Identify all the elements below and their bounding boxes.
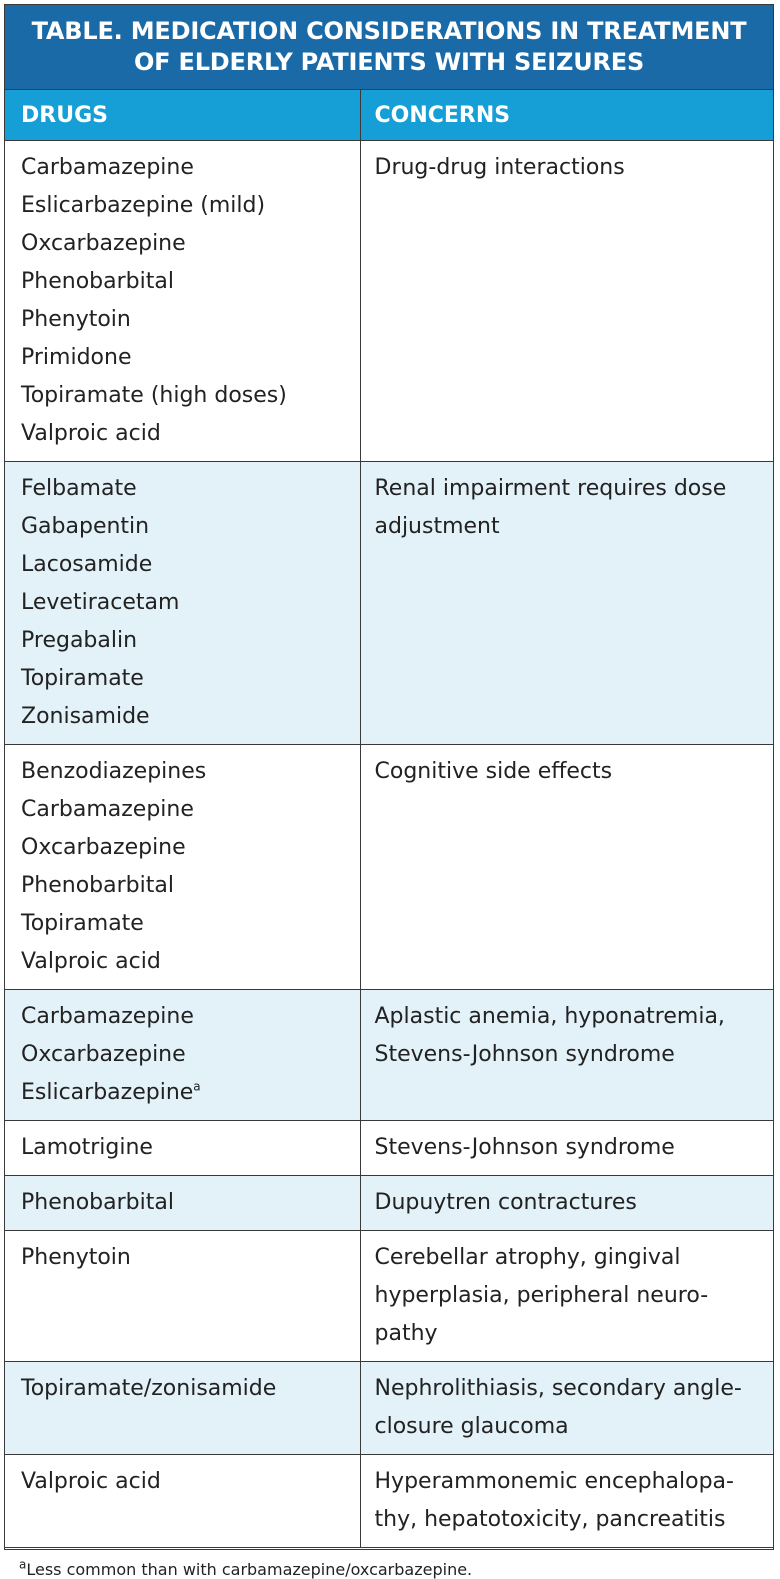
- table-body: [5, 141, 773, 1548]
- drug-name: Topiramate/zonisamide: [21, 1376, 277, 1401]
- medication-table-figure: [4, 4, 774, 1579]
- drug-name: Zonisamide: [21, 704, 150, 729]
- concern-text: Cognitive side effects: [374, 759, 613, 784]
- concern-text: Drug-drug interactions: [374, 155, 625, 180]
- concern-text: Aplastic anemia, hyponatremia, Stevens-Johnson syndrome: [374, 1004, 725, 1067]
- concern-text: Dupuytren contractures: [374, 1190, 637, 1215]
- drug-name: Carbamazepine: [21, 1004, 194, 1029]
- table-title-line-1: TABLE. MEDICATION CONSIDERATIONS IN TREATMENT: [31, 17, 747, 45]
- concerns-cell: [360, 1455, 773, 1548]
- header-row: [5, 90, 773, 141]
- table-row: [5, 745, 773, 990]
- drug-name: Phenobarbital: [21, 1190, 174, 1215]
- concerns-cell: [360, 1362, 773, 1455]
- drug-name: Phenobarbital: [21, 873, 174, 898]
- drug-name: Phenytoin: [21, 307, 131, 332]
- drugs-cell: [5, 462, 360, 745]
- concerns-cell: [360, 141, 773, 462]
- table-row: [5, 1362, 773, 1455]
- drug-name: Lacosamide: [21, 552, 153, 577]
- header-drugs: DRUGS: [5, 90, 360, 141]
- table-title: [5, 5, 773, 90]
- concerns-cell: [360, 1231, 773, 1362]
- drug-name: Valproic acid: [21, 1469, 161, 1494]
- drug-name: Primidone: [21, 345, 132, 370]
- drug-name: Oxcarbazepine: [21, 1042, 186, 1067]
- table-row: [5, 141, 773, 462]
- medication-table: [5, 90, 773, 1548]
- concerns-cell: [360, 462, 773, 745]
- drug-name: Topiramate: [21, 666, 144, 691]
- footnote-marker: a: [19, 1557, 27, 1572]
- drug-name: Phenobarbital: [21, 269, 174, 294]
- drug-name: Valproic acid: [21, 949, 161, 974]
- table-row: [5, 1121, 773, 1176]
- table-row: [5, 1176, 773, 1231]
- table-row: [5, 462, 773, 745]
- drug-name: Pregabalin: [21, 628, 138, 653]
- drug-name: Topiramate (high doses): [21, 383, 287, 408]
- drugs-cell: [5, 1121, 360, 1176]
- drugs-cell: [5, 141, 360, 462]
- drug-name: Levetiracetam: [21, 590, 180, 615]
- drugs-cell: [5, 1455, 360, 1548]
- drug-name-with-footnote: [21, 1074, 352, 1112]
- drug-name: Gabapentin: [21, 514, 150, 539]
- table-row: [5, 990, 773, 1121]
- concern-text: Hyperammonemic encephalopa-thy, hepatotoxicity, pancreatitis: [374, 1469, 734, 1532]
- drug-name: Oxcarbazepine: [21, 231, 186, 256]
- footnote-marker: a: [193, 1079, 201, 1094]
- concern-text: Nephrolithiasis, secondary angle-closure glaucoma: [374, 1376, 742, 1439]
- concerns-cell: [360, 990, 773, 1121]
- drug-name: Oxcarbazepine: [21, 835, 186, 860]
- concerns-cell: [360, 1176, 773, 1231]
- concern-text: Cerebellar atrophy, gingival hyperplasia, peripheral neuro-pathy: [374, 1245, 709, 1346]
- drug-name: Carbamazepine: [21, 155, 194, 180]
- table-footnote: [5, 1548, 773, 1579]
- concerns-cell: [360, 1121, 773, 1176]
- drug-name: Benzodiazepines: [21, 759, 207, 784]
- drugs-cell: [5, 1231, 360, 1362]
- drug-name: Carbamazepine: [21, 797, 194, 822]
- concern-text: Renal impairment requires dose adjustment: [374, 476, 727, 539]
- table-title-line-2: OF ELDERLY PATIENTS WITH SEIZURES: [133, 48, 645, 76]
- drug-name: Phenytoin: [21, 1245, 131, 1270]
- concern-text: Stevens-Johnson syndrome: [374, 1135, 675, 1160]
- drugs-cell: [5, 1176, 360, 1231]
- concerns-cell: [360, 745, 773, 990]
- drug-name: Felbamate: [21, 476, 137, 501]
- table-row: [5, 1231, 773, 1362]
- drug-name: Eslicarbazepine: [21, 1080, 194, 1105]
- drug-name: Topiramate: [21, 911, 144, 936]
- drugs-cell: [5, 990, 360, 1121]
- drug-name: Lamotrigine: [21, 1135, 153, 1160]
- drugs-cell: [5, 745, 360, 990]
- drugs-cell: [5, 1362, 360, 1455]
- drug-name: Valproic acid: [21, 421, 161, 446]
- table-row: [5, 1455, 773, 1548]
- drug-name: Eslicarbazepine (mild): [21, 193, 266, 218]
- footnote-text: Less common than with carbamazepine/oxcarbazepine.: [26, 1560, 473, 1579]
- header-concerns: CONCERNS: [360, 90, 773, 141]
